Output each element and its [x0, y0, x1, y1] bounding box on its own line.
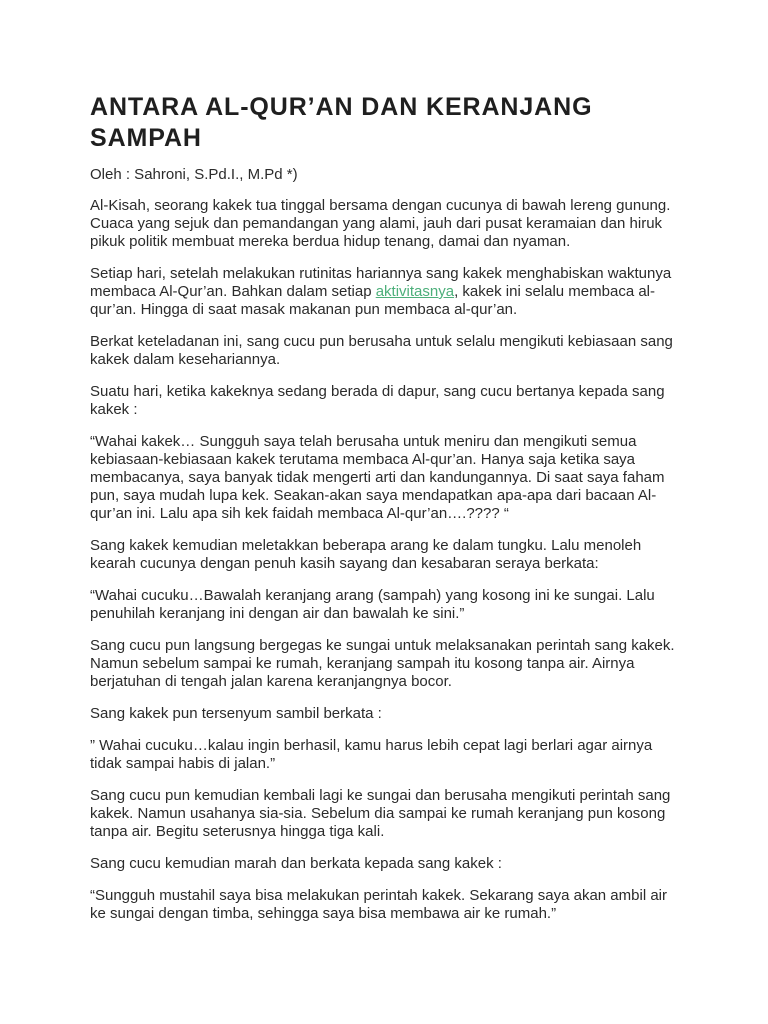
paragraph-1: Al-Kisah, seorang kakek tua tinggal bersama dengan cucunya di bawah lereng gunung. Cuaca yang sejuk dan pemandangan yang alami, jauh dari pusat keramaian dan hiruk pikuk politik membuat mereka berdua hidup tenang, damai dan nyaman. — [90, 197, 671, 250]
paragraph-13: “Sungguh mustahil saya bisa melakukan perintah kakek. Sekarang saya akan ambil air ke sungai dengan timba, sehingga saya bisa membawa air ke rumah.” — [90, 887, 667, 922]
article-title: ANTARA AL-QUR’AN DAN KERANJANG SAMPAH — [90, 93, 593, 152]
paragraph-8: Sang cucu pun langsung bergegas ke sungai untuk melaksanakan perintah sang kakek. Namun sebelum sampai ke rumah, keranjang sampah itu kosong tanpa air. Airnya berjatuhan di tengah jalan karena keranjangnya bocor. — [90, 637, 675, 690]
paragraph-2-text-before: Setiap hari, setelah melakukan rutinitas hariannya sang kakek menghabiskan waktunya membaca Al-Qur’an. Bahkan dalam setiap — [90, 265, 672, 300]
aktivitasnya-link[interactable]: aktivitasnya — [375, 283, 455, 300]
article-body — [90, 92, 686, 937]
paragraph-5: “Wahai kakek… Sungguh saya telah berusaha untuk meniru dan mengikuti semua kebiasaan-kebiasaan kakek terutama membaca Al-qur’an. Hanya saja ketika saya membacanya, saya banyak tidak mengerti arti dan kandungannya. Di saat saya faham pun, saya mudah lupa kek. Seakan-akan saya mendapatkan apa-apa dari bacaan Al-qur’an ini. Lalu apa sih kek faidah membaca Al-qur’an….???? “ — [90, 433, 665, 522]
paragraph-9: Sang kakek pun tersenyum sambil berkata : — [90, 705, 382, 722]
paragraph-6: Sang kakek kemudian meletakkan beberapa arang ke dalam tungku. Lalu menoleh kearah cucunya dengan penuh kasih sayang dan kesabaran seraya berkata: — [90, 537, 642, 572]
author-line: Oleh : Sahroni, S.Pd.I., M.Pd *) — [90, 166, 298, 183]
paragraph-4: Suatu hari, ketika kakeknya sedang berada di dapur, sang cucu bertanya kepada sang kakek : — [90, 383, 665, 418]
paragraph-2-text-after: , kakek ini selalu membaca al-qur’an. Hingga di saat masak makanan pun membaca al-qur’an. — [90, 283, 655, 318]
paragraph-2 — [90, 265, 686, 319]
paragraph-3: Berkat keteladanan ini, sang cucu pun berusaha untuk selalu mengikuti kebiasaan sang kakek dalam kesehariannya. — [90, 333, 673, 368]
paragraph-7: “Wahai cucuku…Bawalah keranjang arang (sampah) yang kosong ini ke sungai. Lalu penuhilah keranjang ini dengan air dan bawalah ke sini.” — [90, 587, 655, 622]
paragraph-10: ” Wahai cucuku…kalau ingin berhasil, kamu harus lebih cepat lagi berlari agar airnya tidak sampai habis di jalan.” — [90, 737, 653, 772]
paragraph-12: Sang cucu kemudian marah dan berkata kepada sang kakek : — [90, 855, 502, 872]
paragraph-11: Sang cucu pun kemudian kembali lagi ke sungai dan berusaha mengikuti perintah sang kakek. Namun usahanya sia-sia. Sebelum dia sampai ke rumah keranjang pun kosong tanpa air. Begitu seterusnya hingga tiga kali. — [90, 787, 671, 840]
